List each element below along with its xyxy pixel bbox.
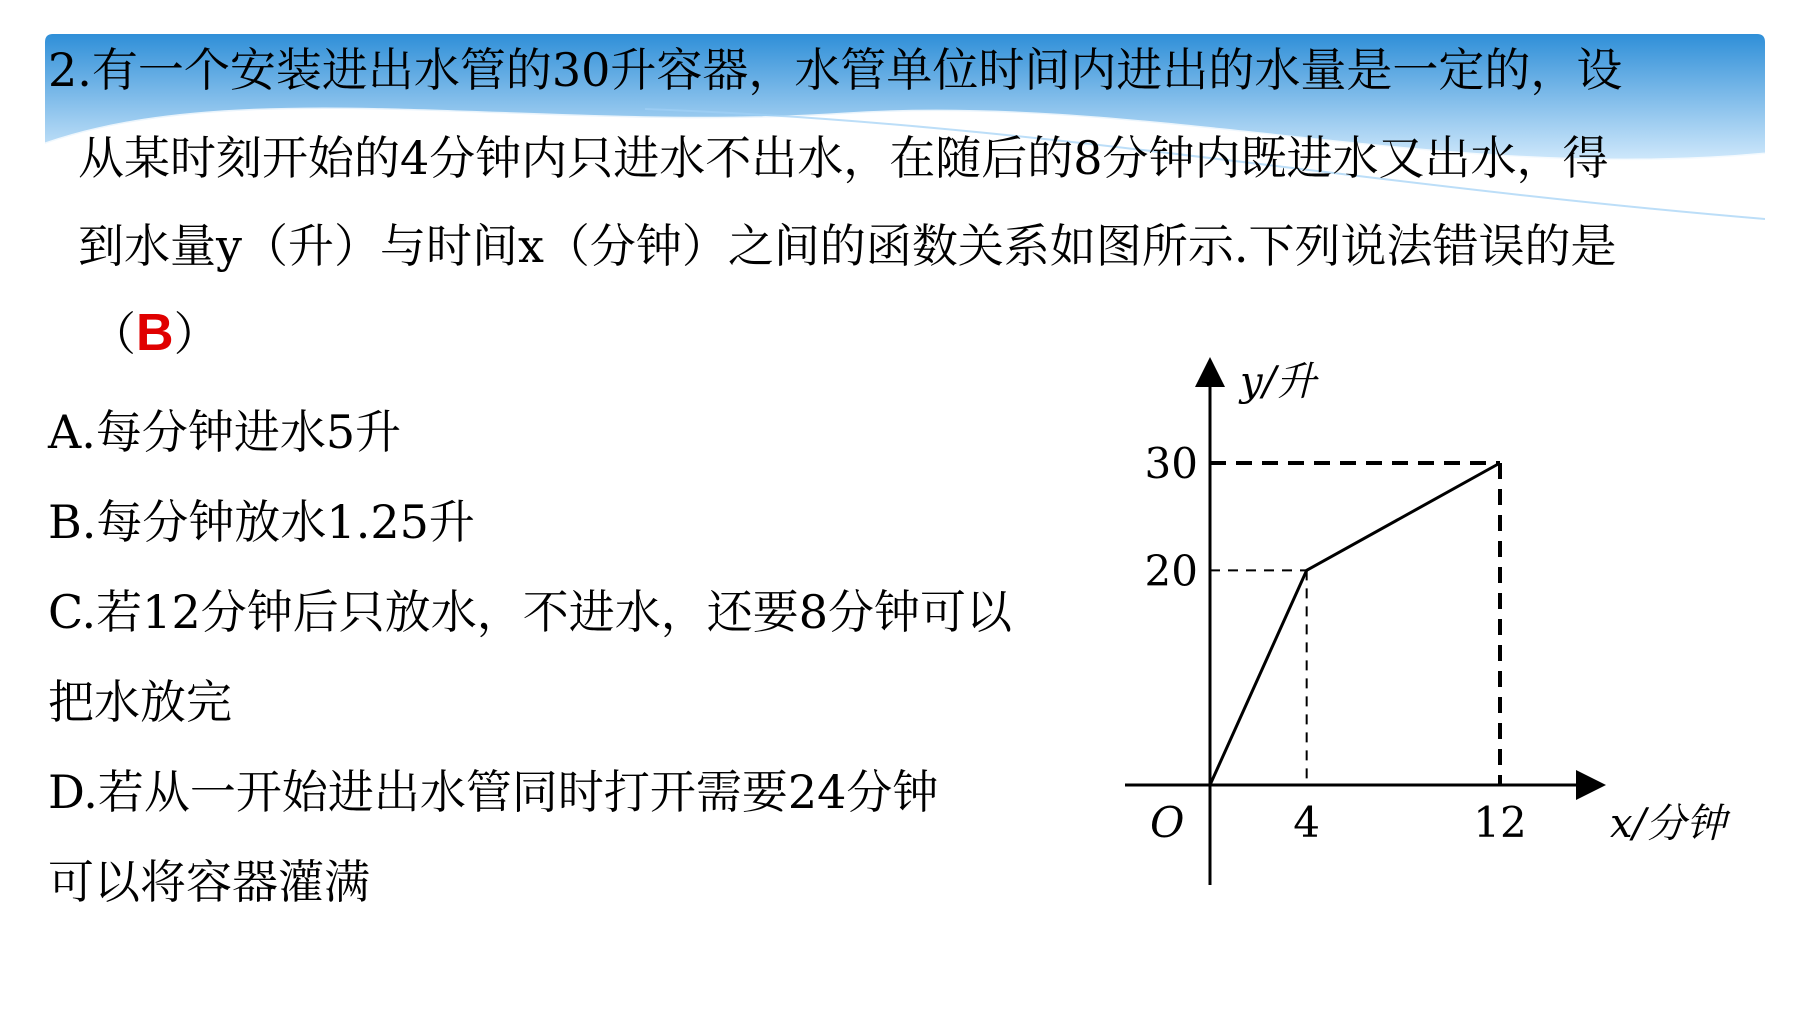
question-line-2: 从某时刻开始的4分钟内只进水不出水，在随后的8分钟内既进水又出水，得 (78, 131, 1609, 185)
option-c-line-2: 把水放完 (48, 675, 232, 729)
question-line-3: 到水量y（升）与时间x（分钟）之间的函数关系如图所示.下列说法错误的是 (78, 219, 1617, 273)
x-tick-label: 4 (1293, 798, 1321, 847)
option-c-line-1: C.若12分钟后只放水，不进水，还要8分钟可以 (48, 585, 1012, 639)
origin-label: O (1150, 798, 1185, 847)
answer-letter: B (136, 304, 174, 362)
option-b: B.每分钟放水1.25升 (48, 495, 475, 549)
option-d-line-2: 可以将容器灌满 (48, 855, 370, 909)
option-d-line-1: D.若从一开始进出水管同时打开需要24分钟 (48, 765, 939, 819)
option-a: A.每分钟进水5升 (48, 405, 402, 459)
y-axis-label: y/升 (1240, 359, 1317, 405)
series-line (1210, 463, 1500, 785)
function-graph (1110, 345, 1770, 905)
x-axis-label: x/分钟 (1610, 801, 1727, 847)
y-tick-label: 30 (1144, 439, 1198, 488)
x-tick-label: 12 (1473, 798, 1527, 847)
question-line-1: 2.有一个安装进出水管的30升容器，水管单位时间内进出的水量是一定的，设 (48, 43, 1623, 97)
y-tick-label: 20 (1144, 546, 1198, 596)
answer-blank (90, 305, 220, 362)
answer-paren-open: （ (90, 307, 136, 361)
answer-paren-close: ） (173, 307, 220, 361)
